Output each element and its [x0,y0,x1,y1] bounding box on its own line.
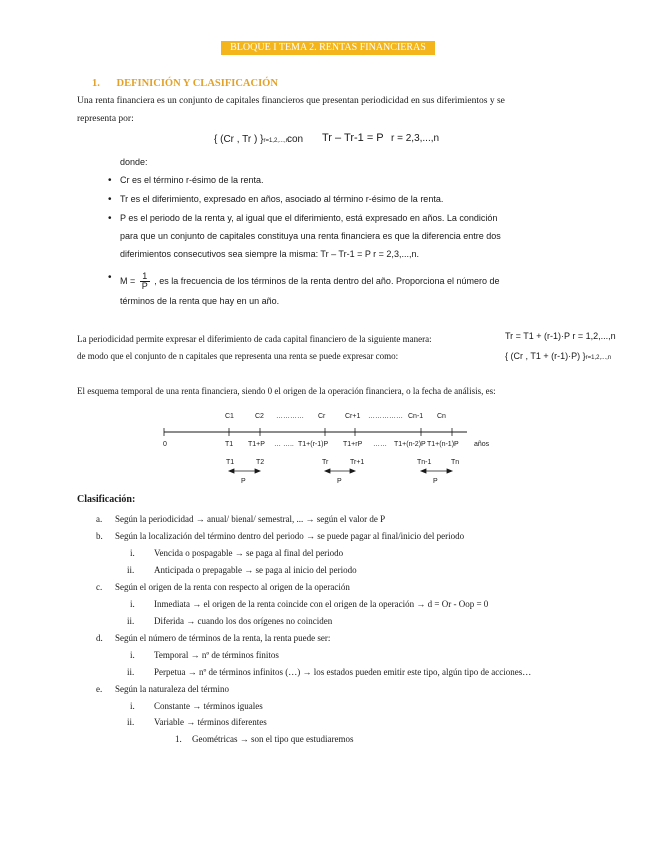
subitem-text: Inmediata → el origen de la renta coincide con el origen de la operación → d = Or - Oop = 0 [154,599,489,609]
class-subitem [127,565,357,575]
arrow-left-label: T1 [226,459,235,466]
class-item-b [96,531,465,541]
renta-capitales-subscript: r=1,2,...,n [585,355,612,361]
subitem-label: i. [130,650,135,660]
scheme-intro: El esquema temporal de una renta financiera, siendo 0 el origen de la operación financiera, o la fecha de análisis, es: [77,386,496,396]
class-subitem [130,599,489,609]
section-title: DEFINICIÓN Y CLASIFICACIÓN [116,78,278,89]
item-text: Según la naturaleza del término [115,684,229,694]
periodicity-relation: Tr – Tr-1 = P [322,132,384,144]
subitem-text: Constante → términos iguales [154,701,263,711]
subitem-label: ii. [127,667,135,677]
subitem-label: i. [130,548,135,558]
class-subitem [127,717,267,727]
item-text: Según la localización del término dentro del periodo → se puede pagar al final/inicio del periodo [115,531,465,541]
class-subitem [127,667,532,677]
timeline-capital: Cr [318,413,326,420]
timeline-capital: …………… [368,413,403,420]
section-number: 1. [92,78,100,89]
item-text: Según la periodicidad → anual/ bienal/ semestral, ... → según el valor de P [115,514,386,524]
subitem-text: Temporal → nº de términos finitos [154,650,279,660]
arrow-right-label: Tr+1 [350,459,365,466]
timeline-tick-label: T1+(r-1)P [298,441,329,448]
item-label: b. [96,531,103,541]
subsubitem-text: Geométricas → son el tipo que estudiaremos [192,734,354,744]
timeline-capital: ………… [276,413,304,420]
subitem-label: ii. [127,616,135,626]
subitem-text: Vencida o pospagable → se paga al final del periodo [154,548,344,558]
bullet-frecuencia-line-2: términos de la renta que hay en un año. [120,296,280,306]
item-text: Según el número de términos de la renta, la renta puede ser: [115,633,331,643]
arrow-right-label: T2 [256,459,265,466]
class-subitem [130,701,263,711]
bullet-dot: • [108,213,112,224]
subitem-label: i. [130,701,135,711]
donde-label: donde: [120,157,148,167]
renta-set-subscript: r=1,2,...,n [263,138,289,144]
class-subitem [127,616,333,626]
timeline-tick-label: T1+(n-1)P [427,441,459,448]
timeline-tick-label: T1 [225,441,234,448]
bullet-diferimiento-text: Tr es el diferimiento, expresado en años, asociado al término r-ésimo de la renta. [120,194,444,204]
subitem-text: Diferida → cuando los dos orígenes no coinciden [154,616,333,626]
arrow-right-label: Tn [451,459,460,466]
bullet-term-text: Cr es el término r-ésimo de la renta. [120,175,264,185]
timeline-capital: Cr+1 [345,413,361,420]
classification-heading: Clasificación: [77,494,136,505]
item-label: c. [96,582,103,592]
timeline-tick-label: T1+rP [343,441,363,448]
class-item-d [96,633,331,643]
frecuencia-text: , es la frecuencia de los términos de la renta dentro del año. Proporciona el número de [154,275,500,286]
page-header-banner: BLOQUE I TEMA 2. RENTAS FINANCIERAS [221,41,435,55]
subitem-text: Anticipada o prepagable → se paga al inicio del periodo [154,565,357,575]
periodicity-line-1: La periodicidad permite expresar el diferimiento de cada capital financiero de la siguiente manera: [77,334,432,344]
item-label: e. [96,684,103,694]
arrow-left-label: Tr [322,459,329,466]
intro-line-1: Una renta financiera es un conjunto de capitales financieros que presentan periodicidad en sus diferimientos y se [77,96,505,106]
bullet-dot: • [108,194,112,205]
bullet-periodo-text: P es el periodo de la renta y, al igual que el diferimiento, está expresado en años. La condición [120,213,498,223]
class-item-e [96,684,229,694]
class-subsubitem [175,734,354,744]
class-subitem [130,548,344,558]
item-label: d. [96,633,103,643]
bullet-periodo-line-2: para que un conjunto de capitales constituya una renta financiera es que la diferencia entre dos [120,231,501,241]
period-arrows [229,469,452,473]
period-label: P [433,478,438,485]
item-label: a. [96,514,103,524]
timeline-axis-unit: años [474,441,490,448]
class-subitem [130,650,279,660]
timeline-capital: C1 [225,413,234,420]
intro-line-2: representa por: [77,114,134,124]
subitem-label: ii. [127,565,135,575]
renta-capitales-set: { (Cr , T1 + (r-1)·P) } [505,351,586,361]
subitem-text: Perpetua → nº de términos infinitos (…) → los estados pueden emitir este tipo, algún tipo de acciones… [154,667,532,677]
period-label: P [337,478,342,485]
timeline-tick-label: T1+(n-2)P [394,441,426,448]
subitem-label: i. [130,599,135,609]
subitem-label: ii. [127,717,135,727]
subitem-text: Variable → términos diferentes [154,717,267,727]
periodicity-line-2: de modo que el conjunto de n capitales que representa una renta se puede expresar como: [77,351,399,361]
bullet-dot: • [108,175,112,186]
renta-set: { (Cr , Tr ) } [214,134,264,145]
bullet-periodo-line-3: diferimientos consecutivos sea siempre la misma: Tr – Tr-1 = P r = 2,3,...,n. [120,249,419,259]
diferimiento-formula: Tr = T1 + (r-1)·P r = 1,2,...,n [505,331,616,341]
timeline-tick-label: T1+P [248,441,265,448]
class-item-a [96,514,386,524]
formula-con: con [287,134,304,145]
fraction-denominator: P [141,281,148,291]
arrow-left-label: Tn-1 [417,459,432,466]
period-label: P [241,478,246,485]
formula-range: r = 2,3,...,n [391,133,440,144]
timeline-tick-label: … ….. [274,441,294,448]
timeline-tick-label: 0 [163,441,167,448]
timeline-tick-label: …… [373,441,387,448]
bullet-dot: • [108,272,112,283]
fraction-numerator: 1 [140,272,150,282]
timeline-capital: C2 [255,413,264,420]
timeline-capital: Cn [437,413,446,420]
class-item-c [96,582,350,592]
timeline-capital: Cn-1 [408,413,424,420]
subsubitem-label: 1. [175,734,182,744]
frecuencia-prefix: M = [120,275,138,286]
item-text: Según el origen de la renta con respecto al origen de la operación [115,582,350,592]
